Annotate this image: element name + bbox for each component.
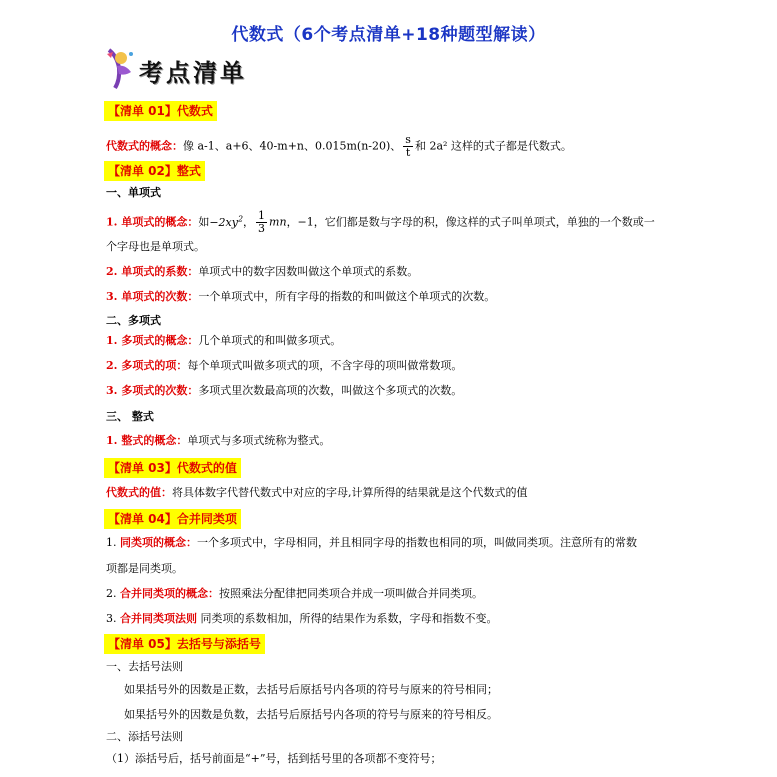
s02-sub2: 二、多项式 <box>106 314 161 327</box>
s02-item1 <box>106 210 655 235</box>
s02-zheng1-text: 单项式与多项式统称为整式。 <box>187 434 331 447</box>
logo <box>103 46 248 90</box>
fraction-numerator: 1 <box>258 209 266 222</box>
section-heading-03: 【清单 03】代数式的值 <box>104 458 241 478</box>
expr-monomial-1 <box>209 213 244 229</box>
s05-sub1: 一、去括号法则 <box>106 660 183 673</box>
s02-item3-text: 一个单项式中，所有字母的指数的和叫做这个单项式的次数。 <box>198 290 496 303</box>
s01-text1: 像 a-1、a+6、40-m+n、0.015m(n-20)、 <box>183 139 402 153</box>
fraction-denominator: t <box>405 146 411 159</box>
s02-poly1-label: 1. 多项式的概念： <box>106 334 199 347</box>
mascot-icon <box>103 46 143 90</box>
logo-text: 考点清单 <box>139 58 247 87</box>
s04-item3-num: 3. <box>106 612 120 625</box>
s02-item1-mid: ，−1， <box>286 215 325 229</box>
s02-poly1 <box>106 334 341 348</box>
s04-item2-text: 按照乘法分配律把同类项合并成一项叫做合并同类项。 <box>219 587 483 600</box>
s04-item2-num: 2. <box>106 587 120 600</box>
s02-poly2-label: 2. 多项式的项： <box>106 359 188 372</box>
fraction-one-third <box>256 210 267 235</box>
s02-poly2 <box>106 359 462 373</box>
s02-poly3-text: 多项式里次数最高项的次数，叫做这个多项式的次数。 <box>198 384 463 397</box>
s02-item1-cont: 个字母也是单项式。 <box>106 240 205 253</box>
s04-item1 <box>106 536 637 550</box>
s04-item1-label: 同类项的概念： <box>120 536 197 549</box>
section-heading-05: 【清单 05】去括号与添括号 <box>104 634 265 654</box>
s04-item3-label: 合并同类项法则 <box>120 612 197 625</box>
s04-item3-text: 同类项的系数相加，所得的结果作为系数，字母和指数不变。 <box>197 612 498 625</box>
expr-exponent: 2 <box>237 213 244 223</box>
s02-item2-label: 2. 单项式的系数： <box>106 265 199 278</box>
s04-item2-label: 合并同类项的概念： <box>120 587 219 600</box>
s02-sub3: 三、 整式 <box>106 410 154 423</box>
s02-poly2-text: 每个单项式叫做多项式的项，不含字母的项叫做常数项。 <box>187 359 463 372</box>
s02-item1-pre: 如 <box>198 215 210 229</box>
s02-poly3-label: 3. 多项式的次数： <box>106 384 199 397</box>
s02-item3-label: 3. 单项式的次数： <box>106 290 199 303</box>
s05-add1: （1）添括号后，括号前面是“+”号，括到括号里的各项都不变符号； <box>106 752 442 765</box>
section-heading-01: 【清单 01】代数式 <box>104 101 217 121</box>
fraction-s-over-t <box>403 134 413 159</box>
s02-zheng1-label: 1. 整式的概念： <box>106 434 188 447</box>
s04-item1-num: 1. <box>106 536 120 549</box>
s02-item2-text: 单项式中的数字因数叫做这个单项式的系数。 <box>198 265 419 278</box>
s02-item1-label: 1. 单项式的概念： <box>106 215 199 229</box>
expr-mn: mn <box>269 215 287 229</box>
s04-item2 <box>106 587 483 601</box>
s03-label: 代数式的值： <box>106 486 172 499</box>
s01-label: 代数式的概念： <box>106 139 183 153</box>
s01-text2: 和 2a² 这样的式子都是代数式。 <box>414 139 572 153</box>
expr-base: −2xy <box>209 215 238 229</box>
s03-line <box>106 486 528 500</box>
s02-sub1: 一、单项式 <box>106 186 161 199</box>
s02-item1-sep: ， <box>243 215 255 229</box>
s04-item1-text: 一个多项式中，字母相同，并且相同字母的指数也相同的项，叫做同类项。注意所有的常数 <box>197 536 637 549</box>
s05-sub2: 二、添括号法则 <box>106 730 183 743</box>
s05-rule2: 如果括号外的因数是负数，去括号后原括号内各项的符号与原来的符号相反。 <box>124 708 498 721</box>
s04-item1-cont: 项都是同类项。 <box>106 562 183 575</box>
s02-item1-text: 它们都是数与字母的积，像这样的式子叫单项式，单独的一个数或一 <box>324 215 655 229</box>
s04-item3 <box>106 612 498 626</box>
s05-rule1: 如果括号外的因数是正数，去括号后原括号内各项的符号与原来的符号相同； <box>124 683 498 696</box>
s02-poly3 <box>106 384 462 398</box>
fraction-denominator: 3 <box>258 222 266 235</box>
s01-line <box>106 134 572 159</box>
s02-poly1-text: 几个单项式的和叫做多项式。 <box>198 334 342 347</box>
s02-item3 <box>106 290 495 304</box>
s02-item2 <box>106 265 418 279</box>
fraction-numerator: s <box>405 133 411 146</box>
s02-zheng1 <box>106 434 330 448</box>
page-title: 代数式（6个考点清单+18种题型解读） <box>231 25 546 45</box>
section-heading-02: 【清单 02】整式 <box>104 161 205 181</box>
section-heading-04: 【清单 04】合并同类项 <box>104 509 241 529</box>
s03-text: 将具体数字代替代数式中对应的字母,计算所得的结果就是这个代数式的值 <box>172 486 528 499</box>
